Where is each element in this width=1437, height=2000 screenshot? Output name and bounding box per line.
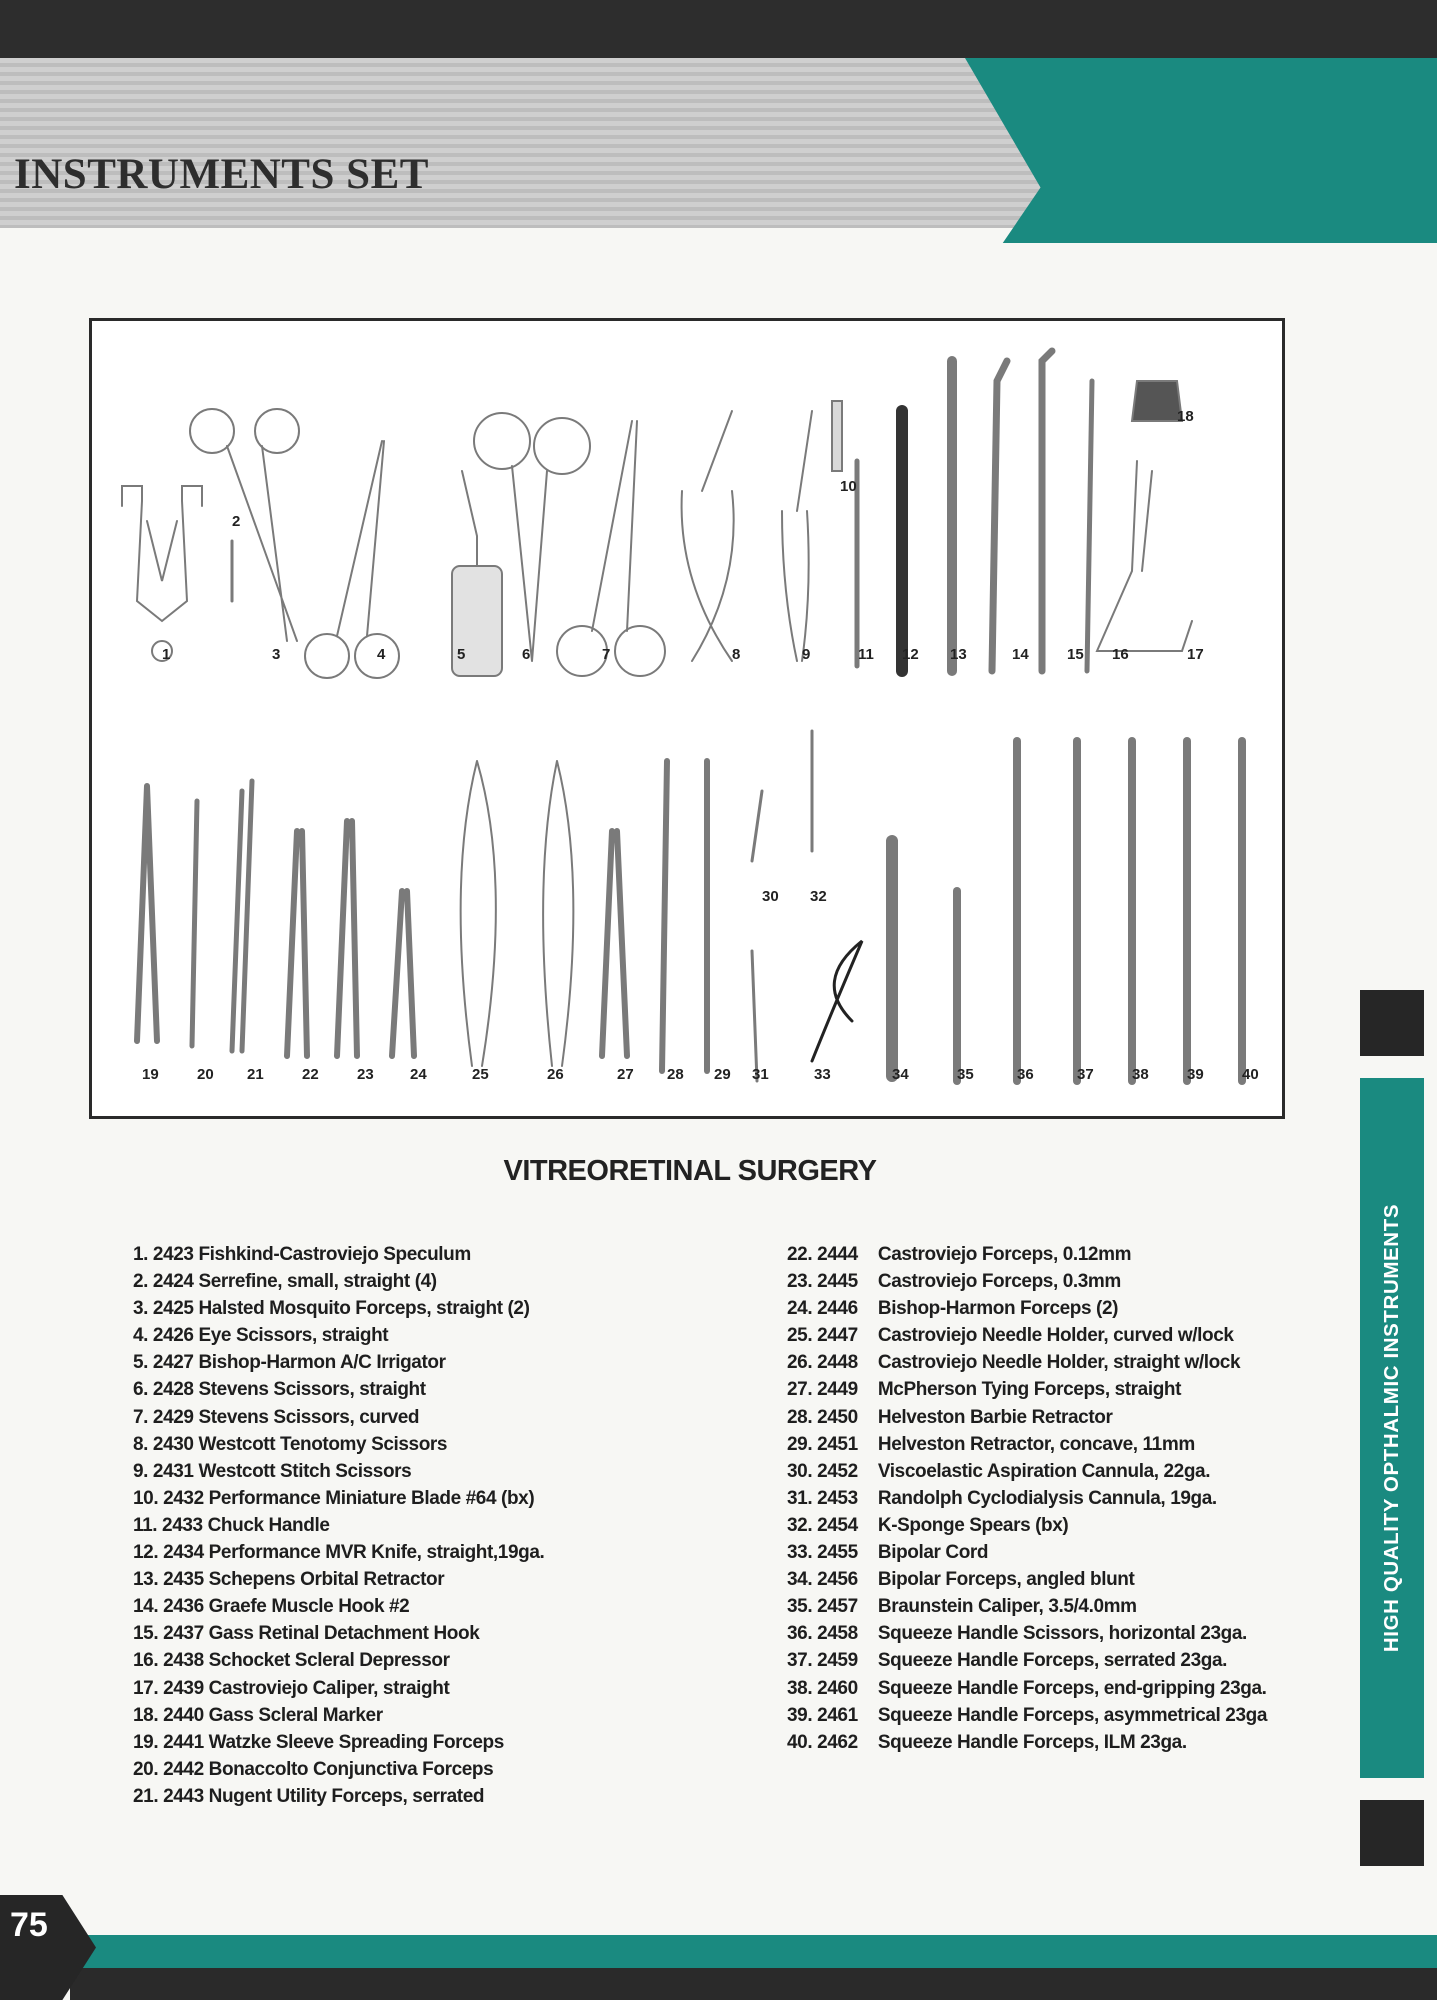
item-number: 17. bbox=[133, 1677, 159, 1699]
list-item bbox=[133, 1268, 544, 1295]
side-label: HIGH QUALITY OPTHALMIC INSTRUMENTS bbox=[1380, 1203, 1403, 1653]
figure-number: 35 bbox=[957, 1066, 974, 1083]
item-text: 2424 Serrefine, small, straight (4) bbox=[148, 1271, 437, 1293]
list-item bbox=[133, 1376, 544, 1403]
figure-number: 33 bbox=[814, 1066, 831, 1083]
item-number: 33. 2455 bbox=[787, 1542, 858, 1564]
item-number: 8. bbox=[133, 1433, 149, 1455]
figure-number: 15 bbox=[1067, 646, 1084, 663]
list-item bbox=[787, 1295, 1267, 1322]
item-text: 2423 Fishkind-Castroviejo Speculum bbox=[148, 1244, 471, 1265]
item-number: 39. 2461 bbox=[787, 1704, 858, 1726]
figure-number: 37 bbox=[1077, 1066, 1094, 1083]
list-item bbox=[787, 1322, 1267, 1349]
item-text: 2428 Stevens Scissors, straight bbox=[148, 1379, 426, 1401]
item-number: 24. 2446 bbox=[787, 1298, 858, 1320]
figure-number: 3 bbox=[272, 646, 281, 663]
item-text: Braunstein Caliper, 3.5/4.0mm bbox=[873, 1596, 1137, 1618]
item-text: Viscoelastic Aspiration Cannula, 22ga. bbox=[873, 1460, 1211, 1482]
item-number: 5. bbox=[133, 1352, 149, 1374]
figure-number: 14 bbox=[1012, 646, 1029, 663]
section-title: VITREORETINAL SURGERY bbox=[503, 1155, 877, 1187]
list-item bbox=[133, 1620, 544, 1647]
figure-number: 26 bbox=[547, 1066, 564, 1083]
list-item bbox=[133, 1647, 544, 1674]
list-item bbox=[133, 1322, 544, 1349]
item-number: 15. bbox=[133, 1623, 159, 1645]
figure-number: 31 bbox=[752, 1066, 769, 1083]
list-item bbox=[133, 1593, 544, 1620]
item-number: 12. bbox=[133, 1542, 159, 1564]
item-text: 2439 Castroviejo Caliper, straight bbox=[158, 1677, 450, 1699]
item-number: 6. bbox=[133, 1379, 149, 1401]
item-number: 27. 2449 bbox=[787, 1379, 858, 1401]
item-number: 25. 2447 bbox=[787, 1325, 858, 1347]
page-number: 75 bbox=[10, 1906, 48, 1944]
item-text: Helveston Retractor, concave, 11mm bbox=[873, 1433, 1195, 1455]
item-number: 40. 2462 bbox=[787, 1731, 858, 1753]
figure-number: 27 bbox=[617, 1066, 634, 1083]
header-accent bbox=[965, 58, 1437, 243]
list-item bbox=[133, 1404, 544, 1431]
list-item bbox=[133, 1729, 544, 1756]
item-text: Bishop-Harmon Forceps (2) bbox=[873, 1298, 1119, 1320]
figure-number: 6 bbox=[522, 646, 531, 663]
item-text: Helveston Barbie Retractor bbox=[873, 1406, 1113, 1428]
list-item bbox=[787, 1349, 1267, 1376]
item-text: 2440 Gass Scleral Marker bbox=[158, 1704, 383, 1726]
list-item bbox=[787, 1431, 1267, 1458]
item-text: McPherson Tying Forceps, straight bbox=[873, 1379, 1182, 1401]
item-number: 21. bbox=[133, 1785, 159, 1807]
item-text: Squeeze Handle Forceps, end-gripping 23ga. bbox=[873, 1677, 1267, 1699]
list-item bbox=[133, 1675, 544, 1702]
list-item bbox=[787, 1512, 1267, 1539]
figure-number: 19 bbox=[142, 1066, 159, 1083]
item-number: 37. 2459 bbox=[787, 1650, 858, 1672]
figure-number: 21 bbox=[247, 1066, 264, 1083]
item-number: 9. bbox=[133, 1460, 149, 1482]
item-number: 35. 2457 bbox=[787, 1596, 858, 1618]
figure-number: 20 bbox=[197, 1066, 214, 1083]
figure-number: 32 bbox=[810, 888, 827, 905]
figure-number: 12 bbox=[902, 646, 919, 663]
list-item bbox=[133, 1702, 544, 1729]
item-number: 28. 2450 bbox=[787, 1406, 858, 1428]
item-text: 2441 Watzke Sleeve Spreading Forceps bbox=[158, 1731, 504, 1753]
item-text: Squeeze Handle Scissors, horizontal 23ga. bbox=[873, 1623, 1247, 1645]
figure-number: 39 bbox=[1187, 1066, 1204, 1083]
item-number: 16. bbox=[133, 1650, 159, 1672]
list-item bbox=[787, 1241, 1267, 1268]
figure-number: 36 bbox=[1017, 1066, 1034, 1083]
item-number: 23. 2445 bbox=[787, 1271, 858, 1293]
list-item bbox=[133, 1241, 544, 1268]
list-item bbox=[787, 1593, 1267, 1620]
list-item bbox=[133, 1566, 544, 1593]
item-number: 4. bbox=[133, 1325, 149, 1347]
list-item bbox=[787, 1566, 1267, 1593]
instrument-1 bbox=[122, 486, 202, 661]
item-text: Bipolar Cord bbox=[873, 1542, 989, 1564]
figure-number: 22 bbox=[302, 1066, 319, 1083]
item-text: 2443 Nugent Utility Forceps, serrated bbox=[158, 1785, 485, 1807]
figure-number: 2 bbox=[232, 513, 241, 530]
item-number: 30. 2452 bbox=[787, 1460, 858, 1482]
item-text: Castroviejo Needle Holder, curved w/lock bbox=[873, 1325, 1234, 1347]
item-text: 2442 Bonaccolto Conjunctiva Forceps bbox=[158, 1758, 494, 1780]
figure-number: 28 bbox=[667, 1066, 684, 1083]
item-number: 11. bbox=[133, 1514, 158, 1536]
item-text: 2429 Stevens Scissors, curved bbox=[148, 1406, 420, 1428]
list-item bbox=[787, 1458, 1267, 1485]
figure-number: 23 bbox=[357, 1066, 374, 1083]
item-number: 10. bbox=[133, 1487, 159, 1509]
item-text: Castroviejo Forceps, 0.12mm bbox=[873, 1244, 1132, 1265]
list-item bbox=[133, 1458, 544, 1485]
item-text: Castroviejo Forceps, 0.3mm bbox=[873, 1271, 1121, 1293]
list-item bbox=[133, 1349, 544, 1376]
list-item bbox=[787, 1268, 1267, 1295]
item-text: 2426 Eye Scissors, straight bbox=[148, 1325, 389, 1347]
list-item bbox=[787, 1647, 1267, 1674]
list-item bbox=[787, 1620, 1267, 1647]
item-text: 2427 Bishop-Harmon A/C Irrigator bbox=[148, 1352, 446, 1374]
instrument-list-right bbox=[787, 1241, 1267, 1756]
figure-number: 13 bbox=[950, 646, 967, 663]
figure-number: 16 bbox=[1112, 646, 1129, 663]
figure-number: 4 bbox=[377, 646, 386, 663]
list-item bbox=[133, 1512, 544, 1539]
figure-number: 30 bbox=[762, 888, 779, 905]
item-number: 22. 2444 bbox=[787, 1244, 858, 1265]
item-text: 2432 Performance Miniature Blade #64 (bx) bbox=[158, 1487, 535, 1509]
item-number: 7. bbox=[133, 1406, 149, 1428]
figure-number: 25 bbox=[472, 1066, 489, 1083]
figure-number: 40 bbox=[1242, 1066, 1259, 1083]
item-text: 2431 Westcott Stitch Scissors bbox=[148, 1460, 412, 1482]
instrument-list-left bbox=[133, 1241, 544, 1810]
side-block-bottom bbox=[1360, 1800, 1424, 1866]
list-item bbox=[787, 1404, 1267, 1431]
figure-number: 18 bbox=[1177, 408, 1194, 425]
item-text: Castroviejo Needle Holder, straight w/lock bbox=[873, 1352, 1241, 1374]
figure-number: 29 bbox=[714, 1066, 731, 1083]
list-item bbox=[133, 1431, 544, 1458]
list-item bbox=[133, 1539, 544, 1566]
item-number: 20. bbox=[133, 1758, 159, 1780]
figure-number: 24 bbox=[410, 1066, 427, 1083]
item-text: 2425 Halsted Mosquito Forceps, straight (2) bbox=[148, 1298, 530, 1320]
item-number: 36. 2458 bbox=[787, 1623, 858, 1645]
item-text: Squeeze Handle Forceps, serrated 23ga. bbox=[873, 1650, 1227, 1672]
item-number: 31. 2453 bbox=[787, 1487, 858, 1509]
item-number: 38. 2460 bbox=[787, 1677, 858, 1699]
item-number: 3. bbox=[133, 1298, 149, 1320]
item-text: 2433 Chuck Handle bbox=[157, 1514, 330, 1536]
figure-number: 9 bbox=[802, 646, 811, 663]
item-text: 2435 Schepens Orbital Retractor bbox=[158, 1569, 445, 1591]
item-text: 2438 Schocket Scleral Depressor bbox=[158, 1650, 450, 1672]
item-number: 13. bbox=[133, 1569, 159, 1591]
item-text: 2437 Gass Retinal Detachment Hook bbox=[158, 1623, 480, 1645]
figure-number: 38 bbox=[1132, 1066, 1149, 1083]
item-number: 19. bbox=[133, 1731, 159, 1753]
list-item bbox=[787, 1729, 1267, 1756]
footer-dark-band bbox=[70, 1968, 1437, 2000]
item-text: 2436 Graefe Muscle Hook #2 bbox=[158, 1596, 410, 1618]
item-text: Squeeze Handle Forceps, ILM 23ga. bbox=[873, 1731, 1187, 1753]
item-text: 2430 Westcott Tenotomy Scissors bbox=[148, 1433, 448, 1455]
item-number: 14. bbox=[133, 1596, 159, 1618]
page-title: INSTRUMENTS SET bbox=[14, 151, 429, 198]
item-number: 32. 2454 bbox=[787, 1514, 858, 1536]
list-item bbox=[133, 1783, 544, 1810]
item-number: 1. bbox=[133, 1244, 149, 1265]
figure-number: 11 bbox=[858, 646, 874, 663]
figure-number: 10 bbox=[840, 478, 857, 495]
top-band bbox=[0, 0, 1437, 58]
item-number: 29. 2451 bbox=[787, 1433, 858, 1455]
item-text: Squeeze Handle Forceps, asymmetrical 23ga bbox=[873, 1704, 1267, 1726]
figure-number: 7 bbox=[602, 646, 611, 663]
side-block-top bbox=[1360, 990, 1424, 1056]
figure-number: 5 bbox=[457, 646, 466, 663]
figure-number: 8 bbox=[732, 646, 741, 663]
list-item bbox=[787, 1485, 1267, 1512]
item-number: 34. 2456 bbox=[787, 1569, 858, 1591]
figure-number: 1 bbox=[162, 646, 171, 663]
item-number: 26. 2448 bbox=[787, 1352, 858, 1374]
list-item bbox=[133, 1295, 544, 1322]
list-item bbox=[133, 1485, 544, 1512]
instruments-photo bbox=[89, 318, 1285, 1119]
list-item bbox=[787, 1702, 1267, 1729]
item-text: K-Sponge Spears (bx) bbox=[873, 1514, 1069, 1536]
list-item bbox=[787, 1376, 1267, 1403]
instruments-illustration bbox=[92, 321, 1282, 1116]
figure-number: 34 bbox=[892, 1066, 909, 1083]
item-text: Randolph Cyclodialysis Cannula, 19ga. bbox=[873, 1487, 1217, 1509]
list-item bbox=[133, 1756, 544, 1783]
item-number: 18. bbox=[133, 1704, 159, 1726]
item-text: Bipolar Forceps, angled blunt bbox=[873, 1569, 1135, 1591]
list-item bbox=[787, 1675, 1267, 1702]
item-text: 2434 Performance MVR Knife, straight,19ga. bbox=[158, 1542, 545, 1564]
item-number: 2. bbox=[133, 1271, 149, 1293]
list-item bbox=[787, 1539, 1267, 1566]
figure-number: 17 bbox=[1187, 646, 1204, 663]
